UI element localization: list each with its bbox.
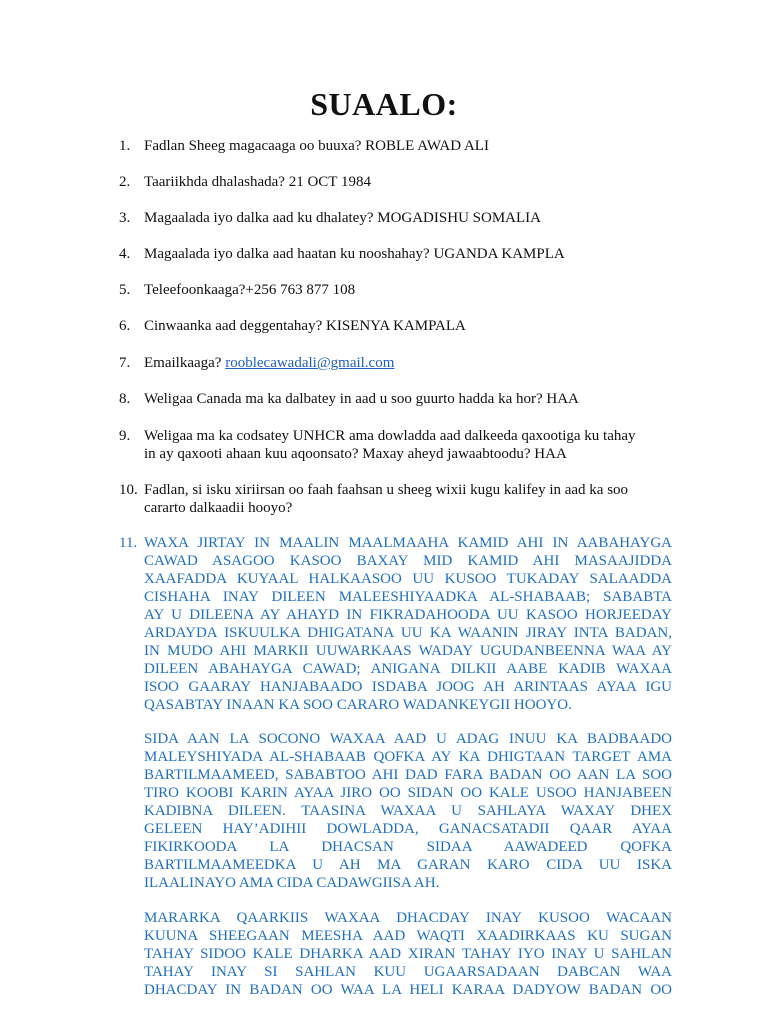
answer-paragraph-2 (144, 730, 672, 892)
answer-line: TIRO KOOBI KARIN AYAA JIRO OO SIDAN OO KALE USOO HANJABEEN (144, 785, 672, 801)
question-1 (119, 137, 675, 155)
question-text: Magaalada iyo dalka aad haatan ku nooshahay? UGANDA KAMPLA (144, 246, 565, 262)
answer-line: ILAALINAYO AMA CIDA CADAWGIISA AH. (144, 875, 440, 891)
answer-line: KADIBNA DILEEN. TAASINA WAXAA U SAHLAYA WAXAY DHEX (144, 803, 672, 819)
question-5 (119, 281, 675, 299)
answer-line: IN MUDO AHI MARKII UUWARKAAS WADAY UGUDANBEENNA WAA AY (144, 643, 672, 659)
question-number: 1. (119, 138, 131, 154)
question-text-line: cararto dalkaadii hooyo? (144, 500, 293, 516)
answer-line: KUUNA SHEEGAAN MEESHA AAD WAQTI XAADIRKAAS KU SUGAN (144, 928, 672, 944)
answer-line: CAWAD ASAGOO KASOO BAXAY MID KAMID AHI MASAAJIDDA (144, 553, 672, 569)
question-text (144, 354, 675, 372)
question-text: Fadlan Sheeg magacaaga oo buuxa? ROBLE AWAD ALI (144, 138, 489, 154)
question-2 (119, 173, 675, 191)
answer-line: DHACDAY IN BADAN OO WAA LA HELI KARAA DADYOW BADAN OO (144, 982, 672, 998)
answer-line: DILEEN ABAHAYGA CAWAD; ANIGANA DILKII AABE KADIB WAXAA (144, 661, 672, 677)
answer-paragraph-3 (144, 909, 672, 999)
question-10 (119, 481, 675, 517)
answer-line: GELEEN HAY’ADIHII DOWLADDA, GANACSATADII QAAR AYAA (144, 821, 672, 837)
answer-line: WAXA JIRTAY IN MAALIN MAALMAAHA KAMID AHI IN AABAHAYGA (144, 535, 672, 551)
question-number: 9. (119, 428, 131, 444)
question-8 (119, 390, 675, 408)
question-number: 2. (119, 174, 131, 190)
question-number: 4. (119, 246, 131, 262)
question-6 (119, 317, 675, 335)
question-text-line: in ay qaxooti ahaan kuu aqoonsato? Maxay aheyd jawaabtoodu? HAA (144, 446, 567, 462)
answer-line: MARARKA QAARKIIS WAXAA DHACDAY INAY KUSOO WACAAN (144, 910, 672, 926)
question-text: Magaalada iyo dalka aad ku dhalatey? MOGADISHU SOMALIA (144, 210, 541, 226)
answer-paragraph-1 (144, 534, 672, 714)
answer-number: 11. (119, 535, 138, 551)
answer-line: ISOO GAARAY HANJABAADO ISDABA JOOG AH ARINTAAS AYAA IGU (144, 679, 672, 695)
answer-line: CISHAHA INAY DILEEN MALEESHIYAADKA AL-SHABAAB; SABABTA (144, 589, 672, 605)
question-number: 8. (119, 391, 131, 407)
email-label: Emailkaaga? (144, 355, 226, 371)
question-number: 3. (119, 210, 131, 226)
question-number: 7. (119, 355, 131, 371)
question-text: Teleefoonkaaga?+256 763 877 108 (144, 282, 356, 298)
question-9 (119, 427, 675, 463)
question-number: 10. (119, 482, 138, 498)
email-link[interactable]: rooblecawadali@gmail.com (225, 355, 395, 371)
question-text: Cinwaanka aad deggentahay? KISENYA KAMPALA (144, 318, 466, 334)
answer-line: TAHAY SIDOO KALE DHARKA AAD XIRAN TAHAY IYO INAY U SAHLAN (144, 946, 672, 962)
answer-line: BARTILMAAMEED, SABABTOO AHI DAD FARA BADAN OO AAN LA SOO (144, 767, 672, 783)
question-text: Taariikhda dhalashada? 21 OCT 1984 (144, 174, 371, 190)
question-text-line: Weligaa ma ka codsatey UNHCR ama dowladda aad dalkeeda qaxootiga ku tahay (144, 428, 636, 444)
answer-line: SIDA AAN LA SOCONO WAXAA AAD U ADAG INUU KA BADBAADO (144, 731, 672, 747)
question-3 (119, 209, 675, 227)
answer-line: XAAFADDA KUYAAL HALKAASOO UU KUSOO TUKADAY SALAADDA (144, 571, 672, 587)
question-text-line: Fadlan, si isku xiriirsan oo faah faahsan u sheeg wixii kugu kalifey in aad ka soo (144, 482, 629, 498)
answer-line: FIKIRKOODA LA DHACSAN SIDAA AAWADEED QOFKA (144, 839, 672, 855)
question-number: 6. (119, 318, 131, 334)
answer-line: TAHAY INAY SI SAHLAN KUU UGAARSADAAN DABCAN WAA (144, 964, 672, 980)
question-number: 5. (119, 282, 131, 298)
answer-line: ARDAYDA ISKUULKA DHIGATANA UU KA WAANIN JIRAY INTA BADAN, (144, 625, 672, 641)
answer-line: BARTILMAAMEEDKA U AH MA GARAN KARO CIDA UU ISKA (144, 857, 672, 873)
question-text: Weligaa Canada ma ka dalbatey in aad u soo guurto hadda ka hor? HAA (144, 391, 579, 407)
answer-line: MALEYSHIYADA AL-SHABAAB QOFKA AY KA DHIGTAAN TARGET AMA (144, 749, 672, 765)
answer-line: QASABTAY INAAN KA SOO CARARO WADANKEYGII HOOYO. (144, 697, 572, 713)
answer-line: AY U DILEENA AY AHAYD IN FIKRADAHOODA UU KASOO HORJEEDAY (144, 607, 672, 623)
question-7 (119, 354, 675, 372)
page-title: SUAALO: (310, 86, 458, 122)
question-4 (119, 245, 675, 263)
